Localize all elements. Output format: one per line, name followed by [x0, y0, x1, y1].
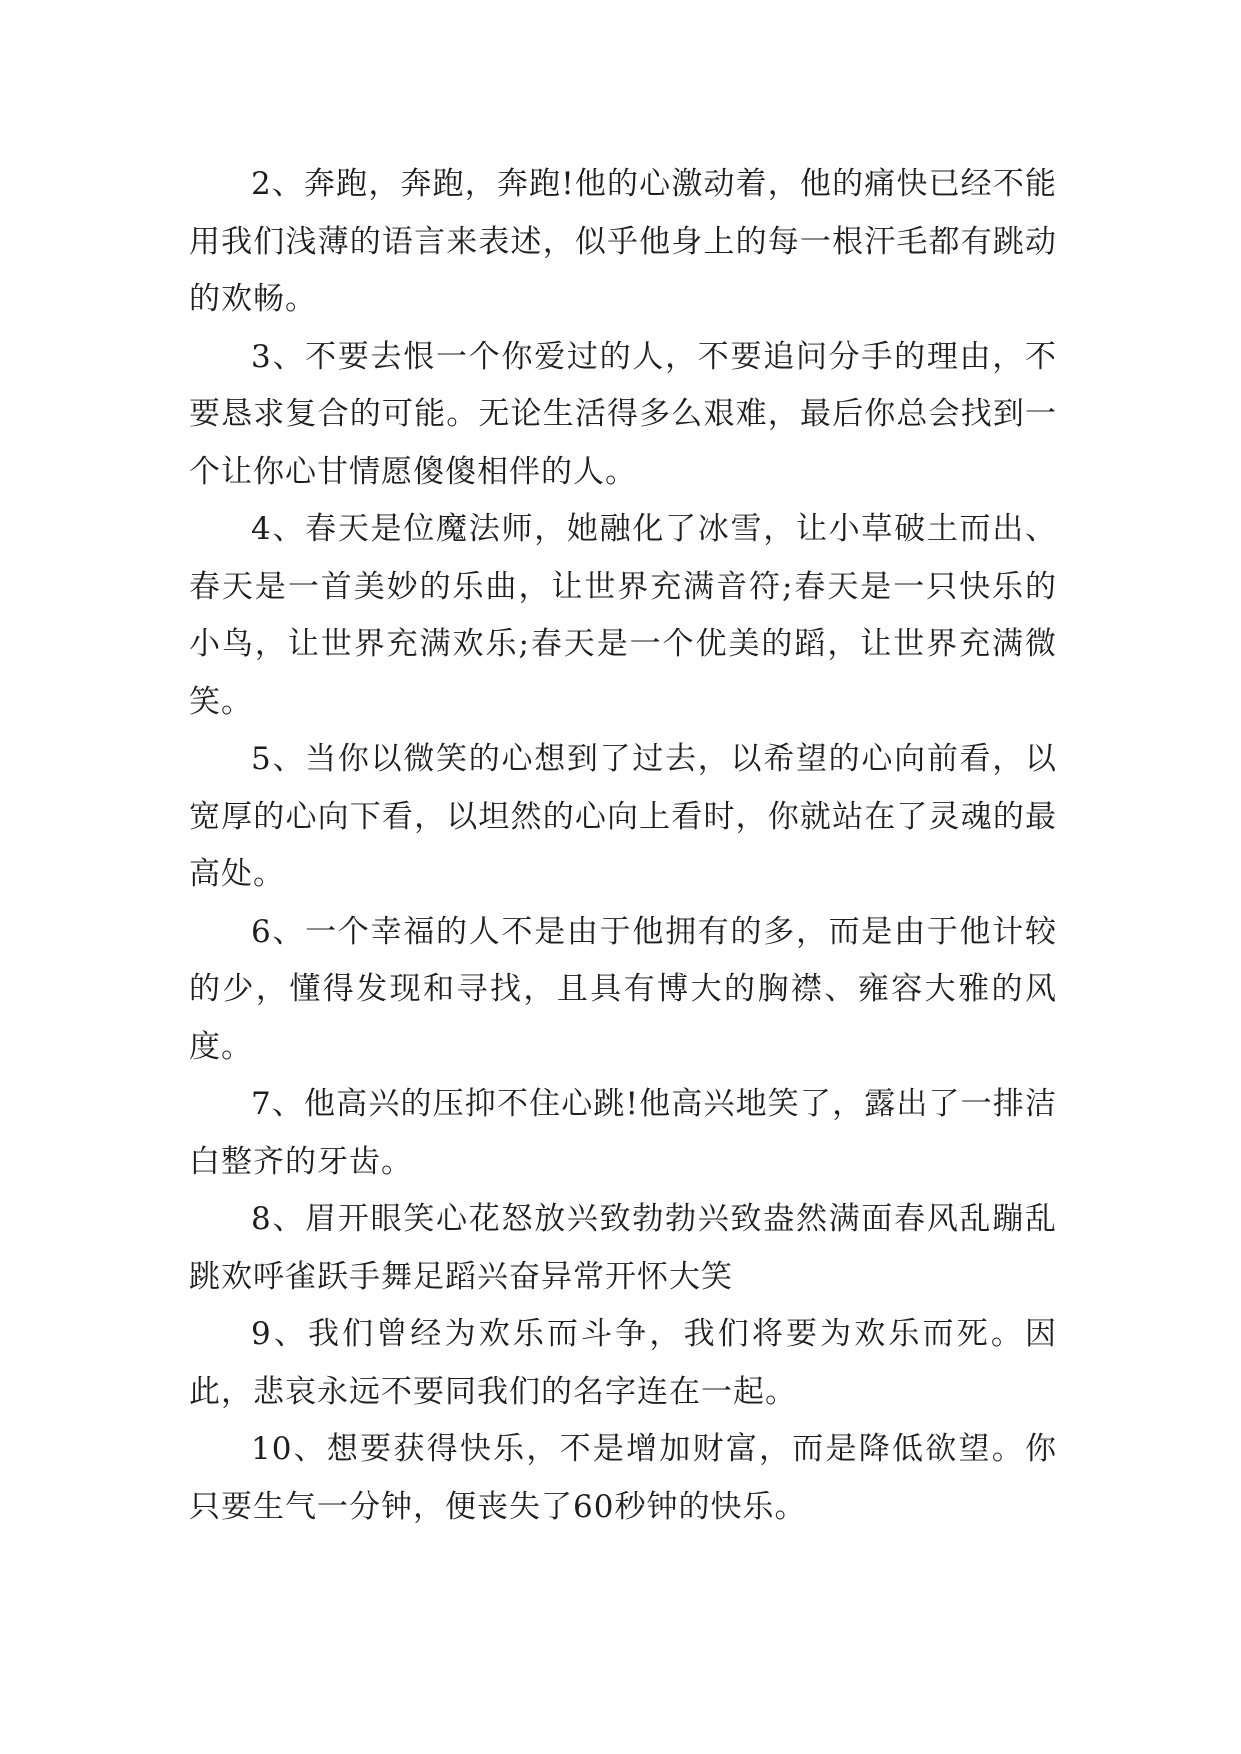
paragraph-8: 8、眉开眼笑心花怒放兴致勃勃兴致盎然满面春风乱蹦乱跳欢呼雀跃手舞足蹈兴奋异常开怀大笑: [189, 1201, 1057, 1295]
paragraph-4: 4、春天是位魔法师，她融化了冰雪，让小草破土而出、春天是一首美妙的乐曲，让世界充满音符;春天是一只快乐的小鸟，让世界充满欢乐;春天是一个优美的蹈，让世界充满微笑。: [189, 511, 1057, 720]
paragraph-5: 5、当你以微笑的心想到了过去，以希望的心向前看，以宽厚的心向下看，以坦然的心向上看时，你就站在了灵魂的最高处。: [189, 741, 1057, 892]
paragraph-9: 9、我们曾经为欢乐而斗争，我们将要为欢乐而死。因此，悲哀永远不要同我们的名字连在一起。: [189, 1316, 1057, 1410]
paragraph-10: 10、想要获得快乐，不是增加财富，而是降低欲望。你只要生气一分钟，便丧失了60秒钟的快乐。: [189, 1431, 1057, 1525]
paragraph-7: 7、他高兴的压抑不住心跳!他高兴地笑了，露出了一排洁白整齐的牙齿。: [189, 1086, 1057, 1180]
paragraph-2: 2、奔跑，奔跑，奔跑!他的心激动着，他的痛快已经不能用我们浅薄的语言来表述，似乎他身上的每一根汗毛都有跳动的欢畅。: [189, 166, 1057, 317]
document-body: [189, 156, 1057, 1536]
paragraph-3: 3、不要去恨一个你爱过的人，不要追问分手的理由，不要恳求复合的可能。无论生活得多么艰难，最后你总会找到一个让你心甘情愿傻傻相伴的人。: [189, 338, 1057, 490]
paragraph-6: 6、一个幸福的人不是由于他拥有的多，而是由于他计较的少，懂得发现和寻找，且具有博大的胸襟、雍容大雅的风度。: [189, 913, 1057, 1065]
